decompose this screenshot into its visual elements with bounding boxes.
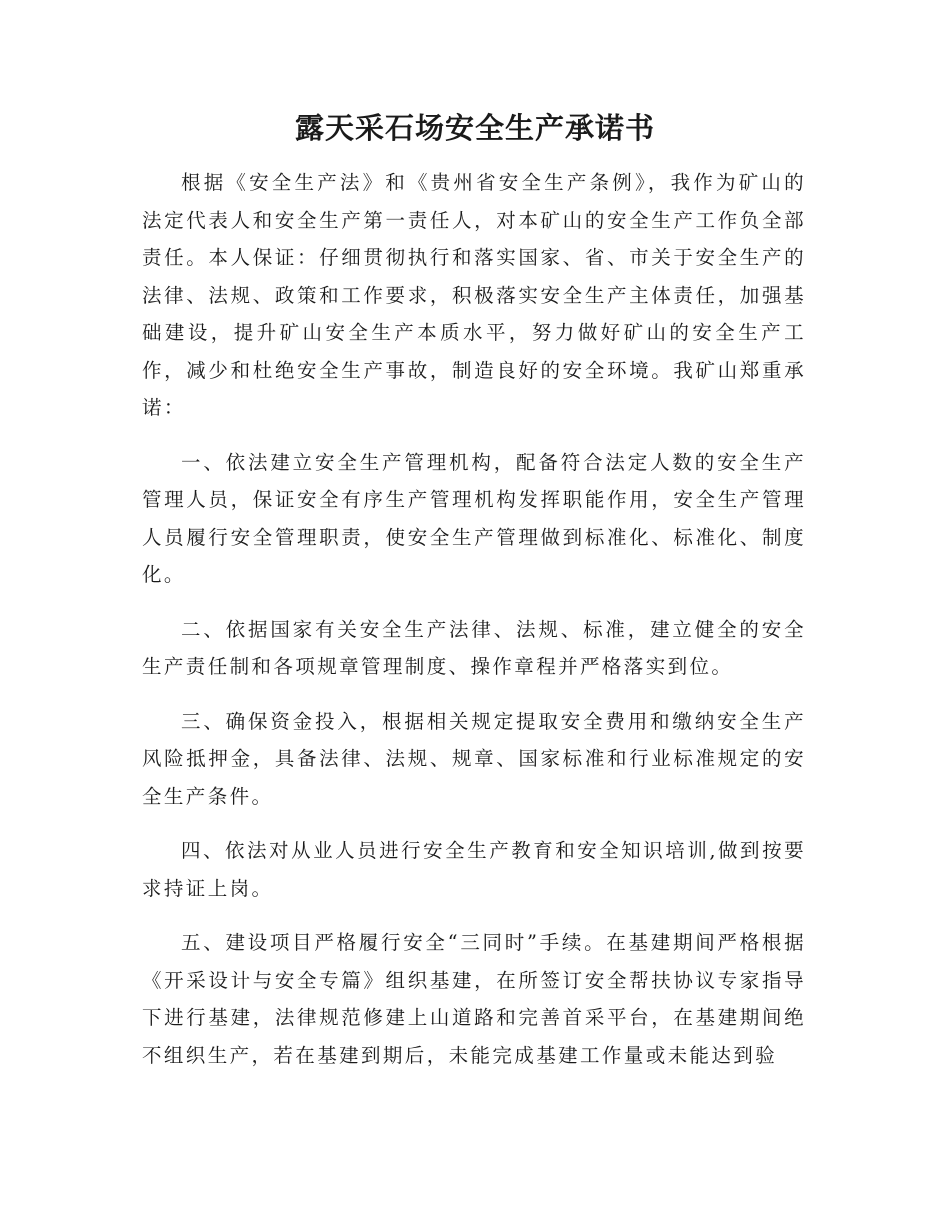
document-title: 露天采石场安全生产承诺书 — [294, 111, 655, 145]
commitment-paragraph-5: 五、建设项目严格履行安全“三同时”手续。在基建期间严格根据《开采设计与安全专篇》组织基建，在所签订安全帮扶协议专家指导下进行基建，法律规范修建上山道路和完善首采平台，在基建期间绝不组织生产，若在基建到期后，未能完成基建工作量或未能达到验 — [142, 931, 806, 1067]
commitment-paragraph-4: 四、依法对从业人员进行安全生产教育和安全知识培训,做到按要求持证上岗。 — [142, 839, 806, 900]
commitment-paragraph-1: 一、依法建立安全生产管理机构，配备符合法定人数的安全生产管理人员，保证安全有序生产管理机构发挥职能作用，安全生产管理人员履行安全管理职责，使安全生产管理做到标准化、标准化、制度化。 — [142, 450, 806, 586]
commitment-paragraph-2: 二、依据国家有关安全生产法律、法规、标准，建立健全的安全生产责任制和各项规章管理制度、操作章程并严格落实到位。 — [142, 617, 806, 678]
commitment-paragraph-3: 三、确保资金投入，根据相关规定提取安全费用和缴纳安全生产风险抵押金，具备法律、法规、规章、国家标准和行业标准规定的安全生产条件。 — [142, 709, 806, 808]
intro-paragraph: 根据《安全生产法》和《贵州省安全生产条例》，我作为矿山的法定代表人和安全生产第一责任人，对本矿山的安全生产工作负全部责任。本人保证：仔细贯彻执行和落实国家、省、市关于安全生产的法律、法规、政策和工作要求，积极落实安全生产主体责任，加强基础建设，提升矿山安全生产本质水平，努力做好矿山的安全生产工作，减少和杜绝安全生产事故，制造良好的安全环境。我矿山郑重承诺： — [142, 171, 806, 419]
document-body — [142, 164, 806, 1091]
